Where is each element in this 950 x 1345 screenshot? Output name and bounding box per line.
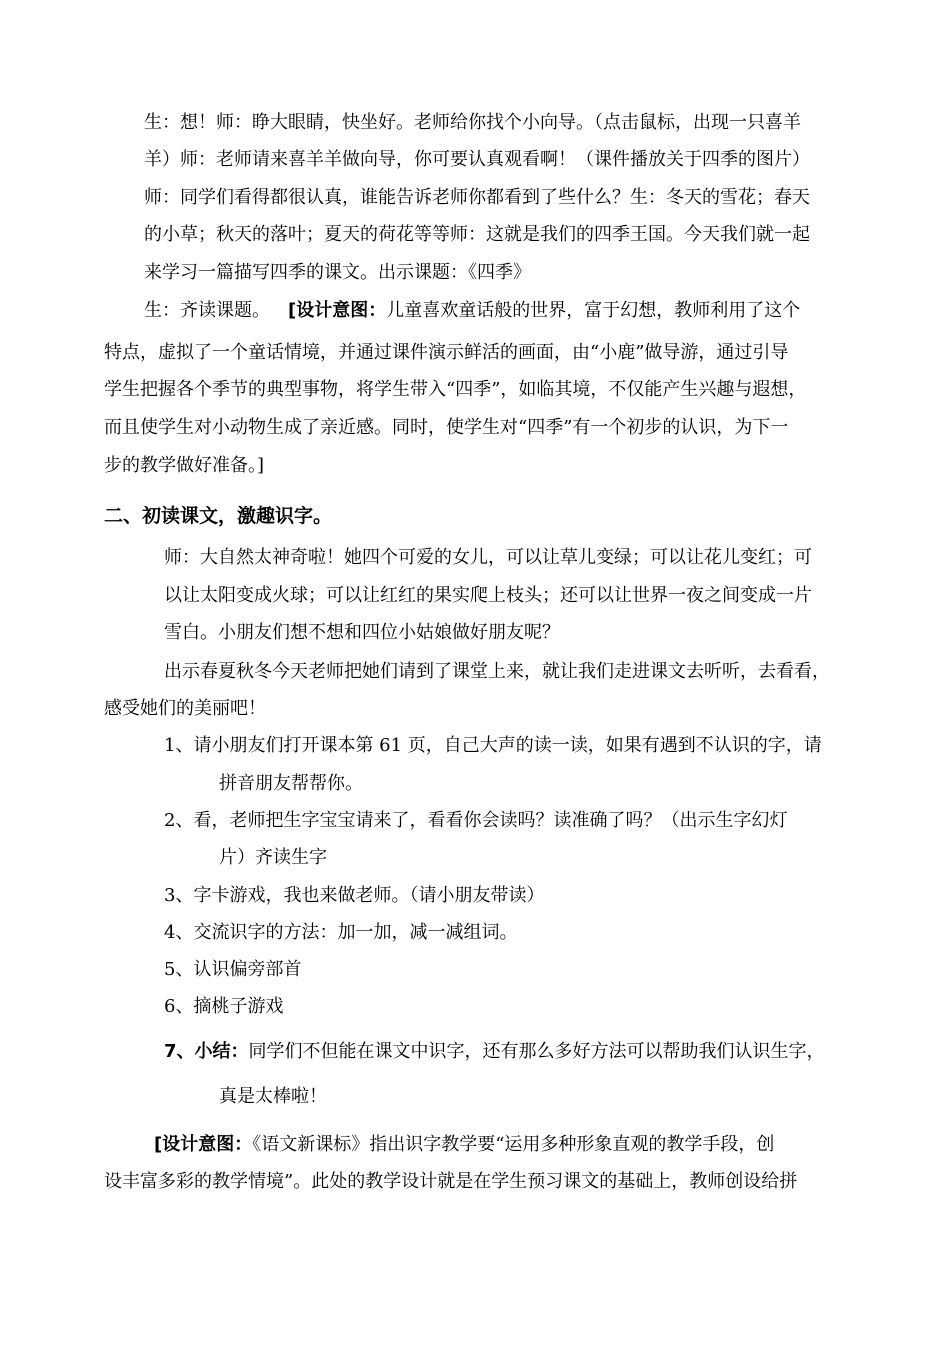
paragraph-line: 生：想！师：睁大眼睛，快坐好。老师给你找个小向导。（点击鼠标，出现一只喜羊 xyxy=(144,112,801,133)
paragraph-line: 师：同学们看得都很认真，谁能告诉老师你都看到了些什么？生：冬天的雪花；春天 xyxy=(144,187,810,208)
paragraph-line: 师：大自然太神奇啦！她四个可爱的女儿，可以让草儿变绿；可以让花儿变红；可 xyxy=(164,547,812,568)
paragraph-line: 以让太阳变成火球；可以让红红的果实爬上枝头；还可以让世界一夜之间变成一片 xyxy=(164,585,812,606)
paragraph-line: 雪白。小朋友们想不想和四位小姑娘做好朋友呢？ xyxy=(164,622,560,643)
summary-label: 7、小结： xyxy=(164,1041,249,1062)
design-intent-line xyxy=(154,1133,774,1157)
step-item-continued: 片）齐读生字 xyxy=(219,847,327,868)
student-reading: 生：齐读课题。 xyxy=(144,300,270,321)
paragraph-line: 特点，虚拟了一个童话情境，并通过课件演示鲜活的画面，由“小鹿”做导游，通过引导 xyxy=(104,342,789,363)
paragraph-line: 感受她们的美丽吧！ xyxy=(104,698,266,719)
step-item: 6、摘桃子游戏 xyxy=(164,996,284,1017)
paragraph-line: 步的教学做好准备。] xyxy=(104,455,265,476)
step-item: 3、字卡游戏，我也来做老师。（请小朋友带读） xyxy=(164,885,545,906)
design-intent-line xyxy=(144,299,800,323)
paragraph-line: 来学习一篇描写四季的课文。出示课题：《四季》 xyxy=(144,262,531,283)
design-intent-label: [设计意图： xyxy=(154,1134,253,1155)
design-intent-label: [设计意图： xyxy=(288,300,387,321)
paragraph-line: 羊）师：老师请来喜羊羊做向导，你可要认真观看啊！（课件播放关于四季的图片） xyxy=(144,149,810,170)
step-item-continued: 拼音朋友帮帮你。 xyxy=(219,773,363,794)
step-item: 4、交流识字的方法：加一加，减一减组词。 xyxy=(164,922,518,943)
summary-line-continued: 真是太棒啦！ xyxy=(219,1086,327,1107)
summary-text: 同学们不但能在课文中识字，还有那么多好方法可以帮助我们认识生字， xyxy=(248,1041,825,1062)
paragraph-line: 的小草；秋天的落叶；夏天的荷花等等师：这就是我们的四季王国。今天我们就一起 xyxy=(144,224,810,245)
step-item: 2、看，老师把生字宝宝请来了，看看你会读吗？读准确了吗？（出示生字幻灯 xyxy=(164,810,788,831)
step-item: 5、认识偏旁部首 xyxy=(164,959,302,980)
design-intent-text: 儿童喜欢童话般的世界，富于幻想，教师利用了这个 xyxy=(386,300,801,321)
step-item: 1、请小朋友们打开课本第 61 页，自己大声的读一读，如果有遇到不认识的字，请 xyxy=(164,735,822,756)
section-heading: 二、初读课文，激趣识字。 xyxy=(104,505,333,527)
paragraph-line: 出示春夏秋冬今天老师把她们请到了课堂上来，就让我们走进课文去听听，去看看， xyxy=(164,661,830,682)
summary-line xyxy=(164,1040,825,1064)
paragraph-line: 设丰富多彩的教学情境”。此处的教学设计就是在学生预习课文的基础上，教师创设给拼 xyxy=(104,1171,798,1192)
paragraph-line: 学生把握各个季节的典型事物，将学生带入“四季”，如临其境，不仅能产生兴趣与遐想， xyxy=(104,379,807,400)
paragraph-line: 而且使学生对小动物生成了亲近感。同时，使学生对“四季”有一个初步的认识，为下一 xyxy=(104,417,789,438)
design-intent-text: 《语文新课标》指出识字教学要“运用多种形象直观的教学手段，创 xyxy=(252,1134,775,1155)
